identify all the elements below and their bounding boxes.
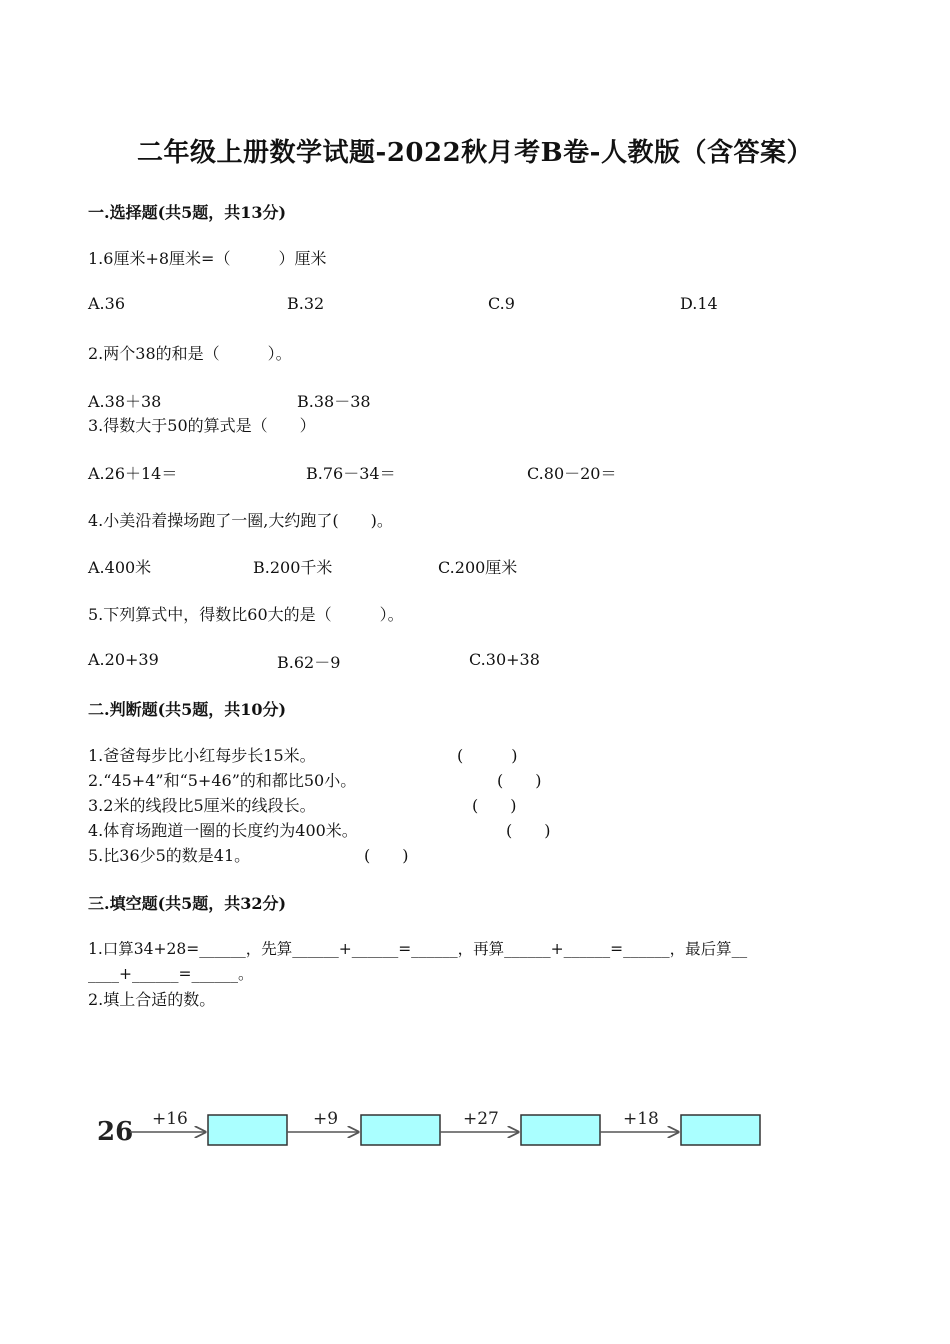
judge-item-1: 1.爸爸每步比小红每步长15米。 [88,746,316,765]
section-heading-fill: 三.填空题(共5题，共32分) [88,894,287,913]
chain-step-label-4: +18 [623,1109,659,1129]
chain-step-label-1: +16 [152,1109,188,1129]
fill-question-1-line-1: 1.口算34+28=______，先算______+______=______，再算______+______=______，最后算__ [88,940,748,958]
question-1: 1.6厘米+8厘米=（ ）厘米 [88,249,327,268]
q3-option-b: B.76－34＝ [306,464,396,483]
q3-option-c: C.80－20＝ [527,464,617,483]
judge-item-1-answer-paren: ( ) [457,746,518,765]
question-4: 4.小美沿着操场跑了一圈,大约跑了( )。 [88,511,393,530]
chain-answer-box-4[interactable] [681,1115,760,1145]
section-heading-judge: 二.判断题(共5题，共10分) [88,700,287,719]
question-2: 2.两个38的和是（ ）。 [88,344,292,363]
q1-option-d: D.14 [680,294,718,313]
q1-option-c: C.9 [488,294,515,313]
judge-item-4-answer-paren: ( ) [506,821,551,840]
chain-step-label-2: +9 [313,1109,339,1129]
chain-answer-box-2[interactable] [361,1115,440,1145]
chain-answer-box-1[interactable] [208,1115,287,1145]
q1-option-b: B.32 [287,294,325,313]
q5-option-a: A.20+39 [88,650,159,669]
page-title: 二年级上册数学试题-2022秋月考B卷-人教版（含答案） [137,138,813,168]
q5-option-b: B.62－9 [277,653,341,672]
judge-item-2-answer-paren: ( ) [497,771,542,790]
judge-item-5: 5.比36少5的数是41。 [88,846,251,865]
question-3: 3.得数大于50的算式是（ ） [88,416,316,435]
chain-start-number: 26 [97,1117,134,1147]
q3-option-a: A.26＋14＝ [88,464,178,483]
section-heading-choice: 一.选择题(共5题，共13分) [88,203,287,222]
q1-option-a: A.36 [88,294,125,313]
judge-item-3: 3.2米的线段比5厘米的线段长。 [88,796,316,815]
q4-option-b: B.200千米 [253,558,333,577]
judge-item-3-answer-paren: ( ) [472,796,517,815]
judge-item-2: 2.“45+4”和“5+46”的和都比50小。 [88,771,357,790]
q4-option-a: A.400米 [88,558,152,577]
q5-option-c: C.30+38 [469,650,540,669]
q2-option-b: B.38－38 [297,392,371,411]
q2-option-a: A.38＋38 [88,392,162,411]
fill-question-1-line-2: ____+______=______。 [88,965,254,983]
fill-question-2: 2.填上合适的数。 [88,990,216,1009]
judge-item-5-answer-paren: ( ) [364,846,409,865]
judge-item-4: 4.体育场跑道一圈的长度约为400米。 [88,821,358,840]
q4-option-c: C.200厘米 [438,558,518,577]
chain-answer-box-3[interactable] [521,1115,600,1145]
chain-step-label-3: +27 [463,1109,499,1129]
question-5: 5.下列算式中，得数比60大的是（ ）。 [88,605,404,624]
